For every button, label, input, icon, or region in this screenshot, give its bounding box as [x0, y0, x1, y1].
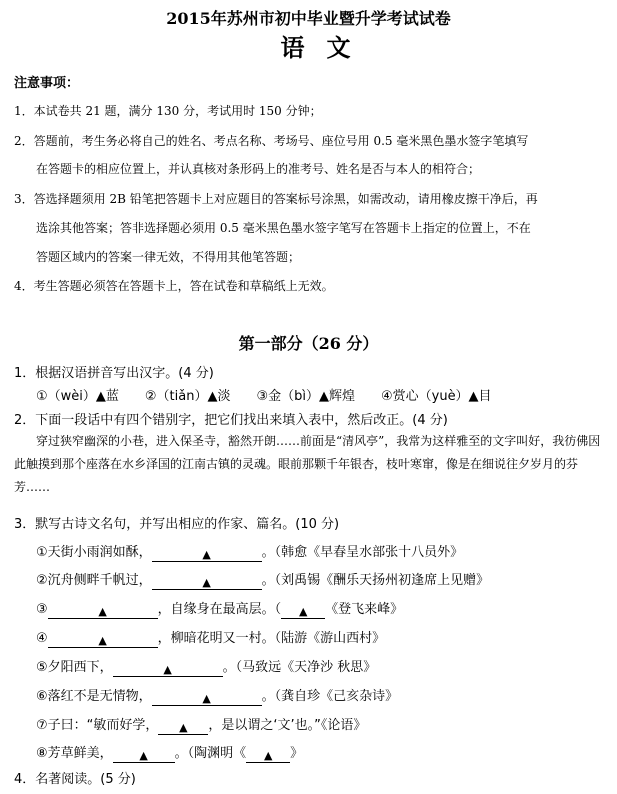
- notes-heading: 注意事项：: [14, 76, 80, 91]
- part1-heading: 第一部分（26 分）: [238, 334, 379, 353]
- q3-item-suffix: 。（龚自珍《己亥杂诗》: [261, 689, 399, 704]
- q3-item: [36, 685, 398, 706]
- q3-item-suffix: 。（马致远《天净沙 秋思》: [222, 660, 377, 675]
- q3-item-prefix: ⑧芳草鲜美，: [36, 746, 113, 761]
- blank-marker: ▲: [98, 634, 107, 647]
- q3-item-suffix: 《登飞来峰》: [325, 602, 404, 617]
- q3-item-suffix: 》: [290, 746, 304, 761]
- q3-item: [36, 541, 463, 562]
- note-line: 答题区域内的答案一律无效，不得用其他笔答题；: [36, 250, 301, 264]
- note-line: 3．答选择题须用 2B 铅笔把答题卡上对应题目的答案标号涂黑，如需改动，请用橡皮擦干净后，再: [14, 192, 538, 206]
- q2-stem: 2．下面一段话中有四个错别字，把它们找出来填入表中，然后改正。(4 分): [14, 413, 448, 428]
- note-line: 1．本试卷共 21 题，满分 130 分，考试用时 150 分钟；: [14, 104, 322, 118]
- blank-marker: ▲: [298, 605, 308, 618]
- q3-item-prefix: ③: [36, 602, 48, 617]
- blank-marker: ▲: [98, 605, 107, 618]
- q3-item: [36, 742, 303, 763]
- answer-blank[interactable]: [246, 748, 290, 763]
- exam-title: 2015年苏州市初中毕业暨升学考试试卷: [166, 9, 451, 28]
- q3-item: [36, 627, 385, 648]
- q3-item: [36, 569, 489, 590]
- answer-blank[interactable]: [48, 604, 158, 619]
- answer-blank[interactable]: [158, 720, 208, 735]
- answer-blank[interactable]: [152, 575, 262, 590]
- blank-marker: ▲: [202, 692, 211, 705]
- answer-blank[interactable]: [152, 547, 262, 562]
- q3-item-prefix: ④: [36, 631, 48, 646]
- q3-item-suffix: 。（陶渊明《: [174, 746, 247, 761]
- blank-marker: ▲: [202, 548, 211, 561]
- q3-item: [36, 598, 403, 619]
- q1-items: ①（wèi）▲蓝 ②（tiǎn）▲淡 ③金（bì）▲辉煌 ④赏心（yuè）▲目: [36, 389, 492, 404]
- q3-item-prefix: ⑥落红不是无情物，: [36, 689, 152, 704]
- note-line: 在答题卡的相应位置上，并认真核对条形码上的准考号、姓名是否与本人的相符合；: [36, 162, 481, 176]
- answer-blank[interactable]: [48, 633, 158, 648]
- q3-item-suffix: 。（刘禹锡《酬乐天扬州初逢席上见赠》: [261, 573, 490, 588]
- q2-passage: 穿过狭窄幽深的小巷，进入保圣寺，豁然开朗……前面是“清风亭”，我常为这样雅至的文字叫好，我彷佛因此触摸到那个座落在水乡泽国的江南古镇的灵魂。眼前那颗千年银杏，枝叶寒窜，像是在细说往夕岁月的芬芳……: [14, 434, 601, 494]
- blank-marker: ▲: [202, 576, 211, 589]
- q3-item-suffix: ，柳暗花明又一村。（陆游《游山西村》: [157, 631, 386, 646]
- blank-marker: ▲: [163, 663, 172, 676]
- q3-item-prefix: ②沉舟侧畔千帆过，: [36, 573, 152, 588]
- blank-marker: ▲: [263, 749, 273, 762]
- q1-stem: 1．根据汉语拼音写出汉字。(4 分): [14, 366, 214, 381]
- q3-item-suffix: ，是以谓之‘文’也。”《论语》: [208, 718, 367, 733]
- q3-item-suffix: 。（韩愈《早春呈水部张十八员外》: [261, 545, 464, 560]
- q4-stem: 4．名著阅读。(5 分): [14, 772, 136, 787]
- q3-item-suffix: ，自缘身在最高层。（: [157, 602, 282, 617]
- note-line: 2．答题前，考生务必将自己的姓名、考点名称、考场号、座位号用 0.5 毫米黑色墨水签字笔填写: [14, 134, 529, 148]
- q3-item-prefix: ⑦子曰：“敏而好学，: [36, 718, 159, 733]
- q3-item-prefix: ⑤夕阳西下，: [36, 660, 113, 675]
- q3-stem: 3．默写古诗文名句，并写出相应的作家、篇名。(10 分): [14, 517, 340, 532]
- blank-marker: ▲: [179, 721, 188, 734]
- q3-item: [36, 714, 366, 735]
- answer-blank[interactable]: [281, 604, 325, 619]
- note-line: 4．考生答题必须答在答题卡上，答在试卷和草稿纸上无效。: [14, 279, 334, 293]
- answer-blank[interactable]: [152, 691, 262, 706]
- q3-item-prefix: ①天街小雨润如酥，: [36, 545, 152, 560]
- answer-blank[interactable]: [113, 748, 175, 763]
- subject-title: 语文: [280, 33, 373, 62]
- q3-item: [36, 656, 376, 677]
- answer-blank[interactable]: [113, 662, 223, 677]
- note-line: 选涂其他答案；答非选择题必须用 0.5 毫米黑色墨水签字笔写在答题卡上指定的位置上，不在: [36, 221, 531, 235]
- blank-marker: ▲: [139, 749, 148, 762]
